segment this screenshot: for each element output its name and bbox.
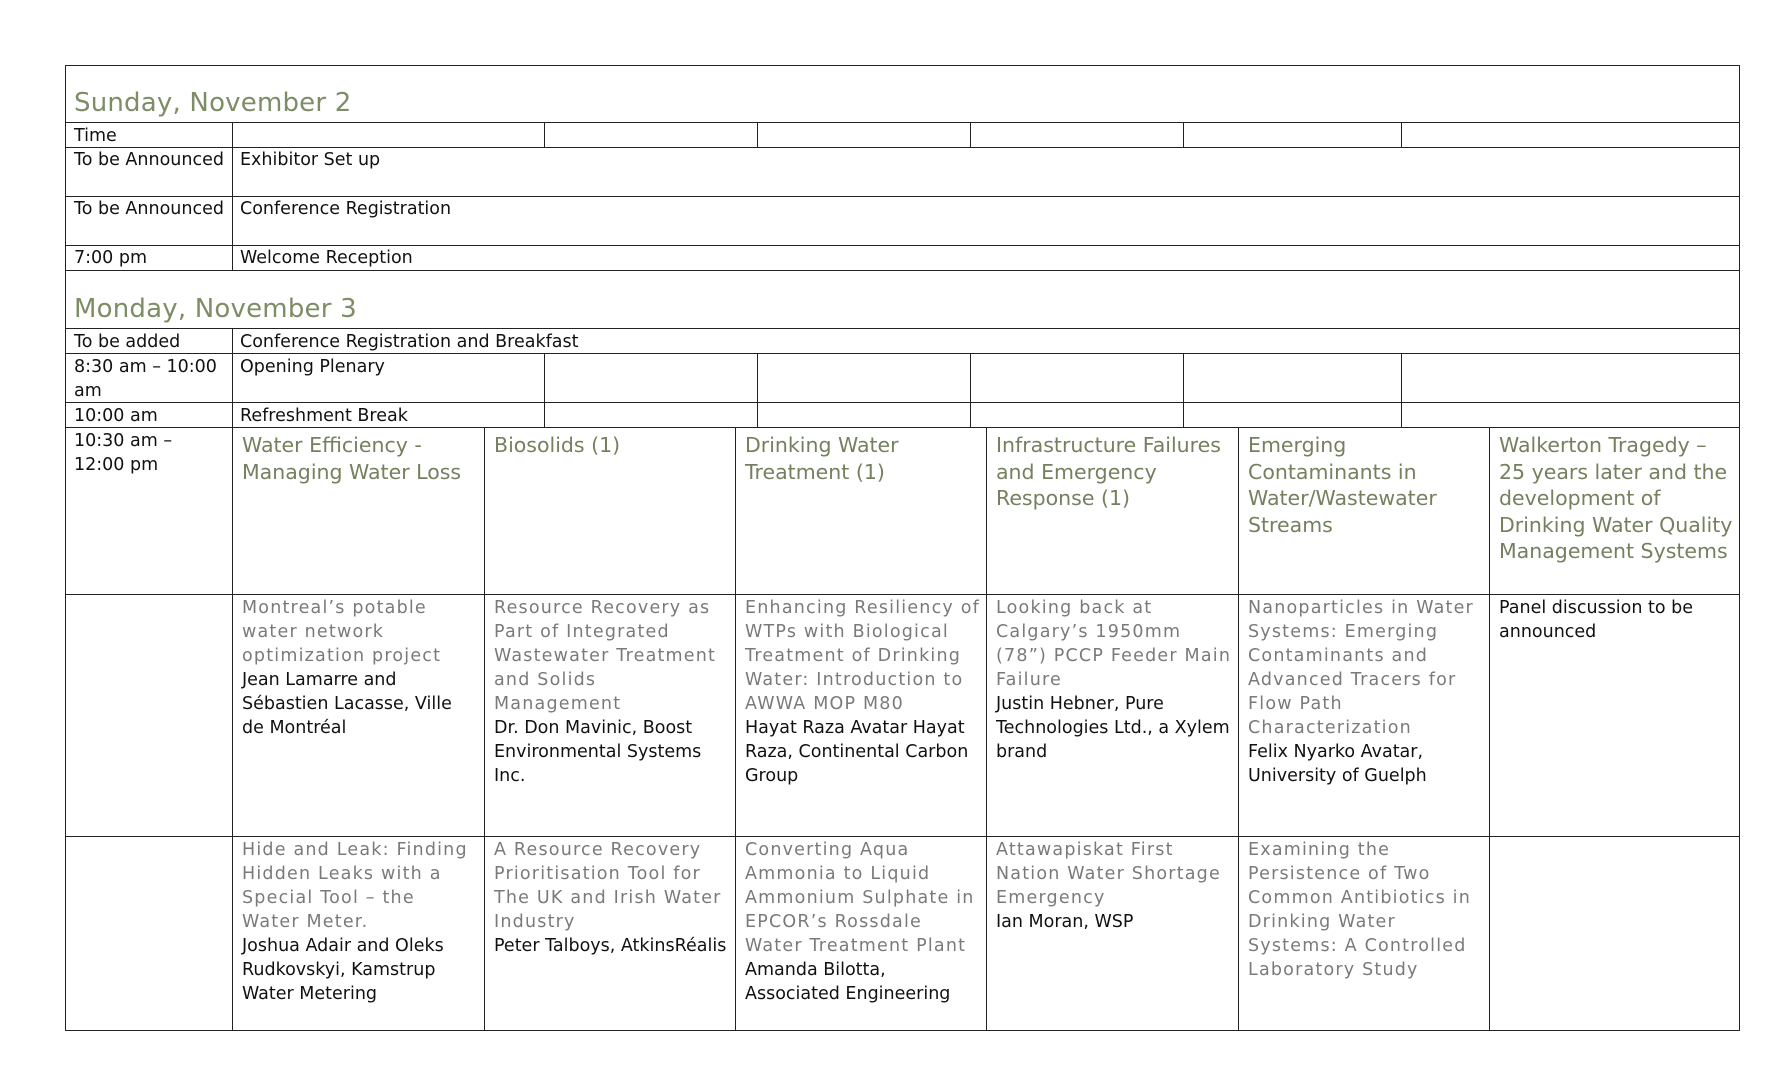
presentation-speaker: Dr. Don Mavinic, Boost Environmental Systems Inc.: [494, 718, 702, 786]
presentation-speaker: Peter Talboys, AtkinsRéalis: [494, 936, 727, 956]
presentation-speaker: Ian Moran, WSP: [996, 912, 1134, 932]
presentation-r2-c1: [242, 838, 478, 1006]
presentation-title: Resource Recovery as Part of Integrated Wastewater Treatment and Solids Management: [494, 598, 717, 714]
presentation-r1-c6: [1499, 596, 1735, 644]
presentation-title: Enhancing Resiliency of WTPs with Biological Treatment of Drinking Water: Introduction to AWWA MOP M80: [745, 598, 981, 714]
session-time: 10:30 am – 12:00 pm: [74, 431, 173, 475]
sunday-row-2-time: To be Announced: [74, 199, 224, 219]
presentation-title: A Resource Recovery Prioritisation Tool for The UK and Irish Water Industry: [494, 840, 722, 932]
presentation-speaker: Amanda Bilotta, Associated Engineering: [745, 960, 951, 1004]
track-heading-1: Water Efficiency - Managing Water Loss: [242, 433, 462, 484]
presentation-title: Attawapiskat First Nation Water Shortage Emergency: [996, 840, 1221, 908]
presentation-r1-c3: [745, 596, 981, 788]
presentation-title: Looking back at Calgary’s 1950mm (78”) PCCP Feeder Main Failure: [996, 598, 1232, 690]
track-heading-4: Infrastructure Failures and Emergency Response (1): [996, 433, 1221, 510]
monday-row-1-event: Conference Registration and Breakfast: [240, 332, 579, 352]
presentation-speaker: Hayat Raza Avatar Hayat Raza, Continental Carbon Group: [745, 718, 969, 786]
presentation-title: Montreal’s potable water network optimization project: [242, 598, 442, 666]
monday-row-3-time: 10:00 am: [74, 406, 158, 426]
monday-row-1-time: To be added: [74, 332, 181, 352]
presentation-r1-c2: [494, 596, 730, 788]
monday-row-2-time: 8:30 am – 10:00 am: [74, 357, 217, 401]
presentation-speaker: Panel discussion to be announced: [1499, 598, 1694, 642]
monday-row-2-event: Opening Plenary: [240, 357, 385, 377]
presentation-speaker: Jean Lamarre and Sébastien Lacasse, Ville de Montréal: [242, 670, 452, 738]
presentation-speaker: Justin Hebner, Pure Technologies Ltd., a Xylem brand: [996, 694, 1230, 762]
sunday-row-1-event: Exhibitor Set up: [240, 150, 381, 170]
presentation-r1-c1: [242, 596, 478, 740]
day-heading-monday: Monday, November 3: [74, 294, 357, 324]
track-heading-6: Walkerton Tragedy – 25 years later and the development of Drinking Water Quality Management Systems: [1499, 433, 1733, 563]
presentation-r2-c5: [1248, 838, 1484, 982]
presentation-title: Examining the Persistence of Two Common Antibiotics in Drinking Water Systems: A Controlled Laboratory Study: [1248, 840, 1472, 980]
sunday-row-3-event: Welcome Reception: [240, 248, 413, 268]
presentation-r2-c4: [996, 838, 1232, 934]
presentation-speaker: Joshua Adair and Oleks Rudkovskyi, Kamstrup Water Metering: [242, 936, 444, 1004]
sunday-row-2-event: Conference Registration: [240, 199, 452, 219]
presentation-title: Hide and Leak: Finding Hidden Leaks with a Special Tool – the Water Meter.: [242, 840, 468, 932]
presentation-r2-c2: [494, 838, 730, 958]
day-heading-sunday: Sunday, November 2: [74, 88, 352, 118]
presentation-title: Converting Aqua Ammonia to Liquid Ammonium Sulphate in EPCOR’s Rossdale Water Treatment Plant: [745, 840, 975, 956]
time-header: Time: [74, 126, 117, 146]
track-heading-2: Biosolids (1): [494, 433, 621, 457]
sunday-row-1-time: To be Announced: [74, 150, 224, 170]
presentation-title: Nanoparticles in Water Systems: Emerging Contaminants and Advanced Tracers for Flow Path Characterization: [1248, 598, 1474, 738]
monday-row-3-event: Refreshment Break: [240, 406, 408, 426]
sunday-row-3-time: 7:00 pm: [74, 248, 148, 268]
presentation-r1-c4: [996, 596, 1232, 764]
presentation-speaker: Felix Nyarko Avatar, University of Guelph: [1248, 742, 1427, 786]
presentation-r1-c5: [1248, 596, 1484, 788]
track-heading-5: Emerging Contaminants in Water/Wastewater Streams: [1248, 433, 1437, 537]
track-heading-3: Drinking Water Treatment (1): [745, 433, 899, 484]
presentation-r2-c3: [745, 838, 981, 1006]
